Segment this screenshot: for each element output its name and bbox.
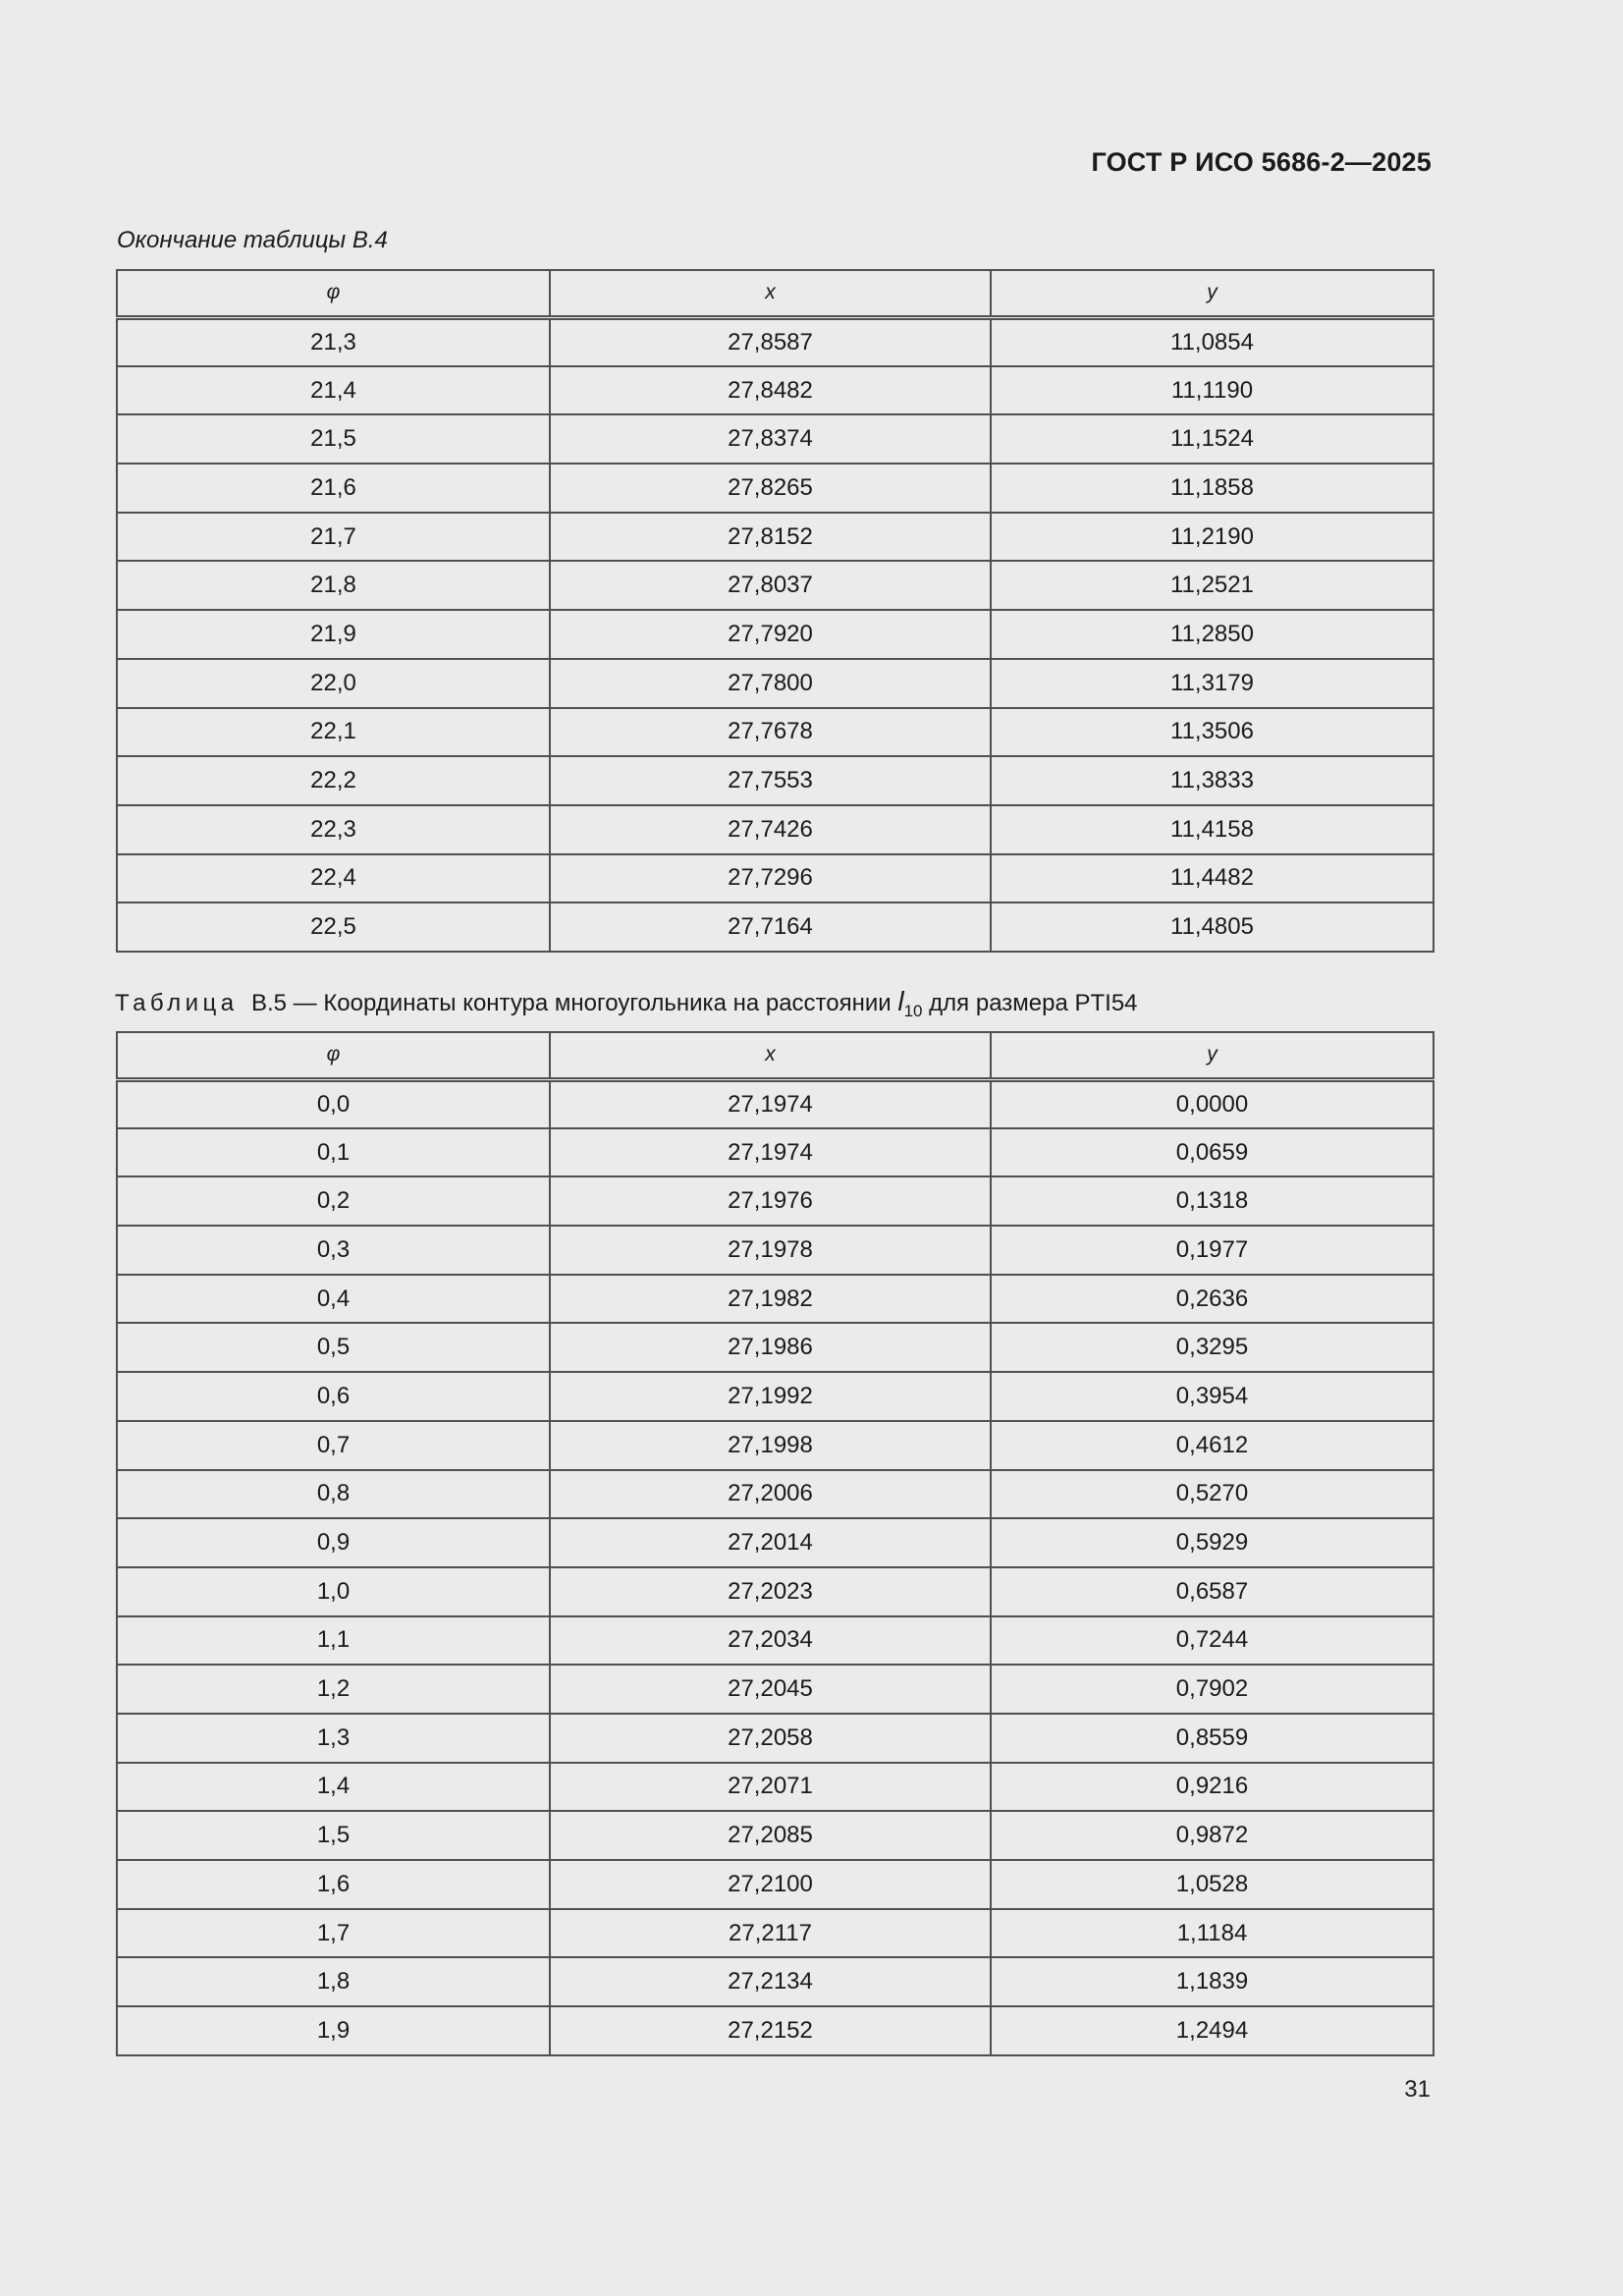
- table-b5-caption-text: — Координаты контура многоугольника на расстоянии: [286, 990, 898, 1016]
- column-header-y: y: [991, 1032, 1434, 1079]
- cell-y: 11,3833: [991, 756, 1434, 805]
- table-b5-caption-subscript: 10: [903, 1002, 923, 1020]
- cell-y: 0,5929: [991, 1518, 1434, 1567]
- cell-phi: 0,3: [117, 1226, 550, 1275]
- cell-y: 11,4482: [991, 854, 1434, 903]
- cell-y: 0,7244: [991, 1616, 1434, 1666]
- table-header-row: [117, 270, 1434, 317]
- cell-x: 27,8587: [550, 317, 991, 366]
- table-row: [117, 1860, 1434, 1909]
- table-header-row: [117, 1032, 1434, 1079]
- cell-x: 27,7553: [550, 756, 991, 805]
- cell-phi: 0,9: [117, 1518, 550, 1567]
- cell-x: 27,7296: [550, 854, 991, 903]
- page-number: 31: [1404, 2076, 1431, 2103]
- cell-x: 27,2034: [550, 1616, 991, 1666]
- cell-y: 0,5270: [991, 1470, 1434, 1519]
- cell-phi: 1,4: [117, 1763, 550, 1812]
- table-row: [117, 561, 1434, 610]
- table-row: [117, 366, 1434, 415]
- table-row: [117, 1957, 1434, 2006]
- cell-y: 11,2190: [991, 513, 1434, 562]
- table-row: [117, 2006, 1434, 2055]
- cell-phi: 1,6: [117, 1860, 550, 1909]
- table-b5-caption-tail: для размера PTI54: [922, 990, 1138, 1016]
- table-row: [117, 1372, 1434, 1421]
- cell-x: 27,1986: [550, 1323, 991, 1372]
- cell-y: 0,2636: [991, 1275, 1434, 1324]
- document-code-header: ГОСТ Р ИСО 5686-2—2025: [1091, 147, 1432, 177]
- cell-phi: 1,5: [117, 1811, 550, 1860]
- cell-phi: 22,3: [117, 805, 550, 854]
- cell-phi: 21,7: [117, 513, 550, 562]
- table-b4-continuation-caption: Окончание таблицы В.4: [117, 227, 388, 253]
- table-row: [117, 1909, 1434, 1958]
- cell-y: 0,0000: [991, 1079, 1434, 1128]
- cell-phi: 22,2: [117, 756, 550, 805]
- table-row: [117, 414, 1434, 464]
- cell-y: 11,3179: [991, 659, 1434, 708]
- cell-y: 0,3954: [991, 1372, 1434, 1421]
- cell-phi: 22,5: [117, 902, 550, 952]
- cell-phi: 1,2: [117, 1665, 550, 1714]
- cell-phi: 21,3: [117, 317, 550, 366]
- table-row: [117, 1567, 1434, 1616]
- cell-y: 0,3295: [991, 1323, 1434, 1372]
- cell-y: 0,6587: [991, 1567, 1434, 1616]
- column-header-y: y: [991, 270, 1434, 317]
- table-row: [117, 1665, 1434, 1714]
- cell-y: 0,4612: [991, 1421, 1434, 1470]
- cell-x: 27,2134: [550, 1957, 991, 2006]
- table-b5-caption: [115, 986, 1138, 1021]
- cell-y: 11,4158: [991, 805, 1434, 854]
- cell-phi: 1,9: [117, 2006, 550, 2055]
- cell-phi: 0,1: [117, 1128, 550, 1177]
- cell-x: 27,1976: [550, 1176, 991, 1226]
- table-row: [117, 1616, 1434, 1666]
- table-row: [117, 1421, 1434, 1470]
- cell-phi: 22,1: [117, 708, 550, 757]
- table-row: [117, 464, 1434, 513]
- table-row: [117, 805, 1434, 854]
- cell-x: 27,2100: [550, 1860, 991, 1909]
- table-row: [117, 1079, 1434, 1128]
- cell-phi: 1,0: [117, 1567, 550, 1616]
- cell-x: 27,1982: [550, 1275, 991, 1324]
- cell-phi: 22,0: [117, 659, 550, 708]
- table-row: [117, 610, 1434, 659]
- table-row: [117, 708, 1434, 757]
- cell-x: 27,8037: [550, 561, 991, 610]
- cell-phi: 0,7: [117, 1421, 550, 1470]
- cell-x: 27,1992: [550, 1372, 991, 1421]
- cell-phi: 0,5: [117, 1323, 550, 1372]
- table-row: [117, 1323, 1434, 1372]
- table-row: [117, 513, 1434, 562]
- cell-phi: 0,6: [117, 1372, 550, 1421]
- table-b5-caption-variable: l: [897, 986, 904, 1016]
- cell-x: 27,2071: [550, 1763, 991, 1812]
- table-row: [117, 1811, 1434, 1860]
- table-b5-body: [117, 1079, 1434, 2055]
- column-header-x: x: [550, 1032, 991, 1079]
- cell-phi: 0,0: [117, 1079, 550, 1128]
- cell-x: 27,2152: [550, 2006, 991, 2055]
- table-row: [117, 659, 1434, 708]
- cell-phi: 1,7: [117, 1909, 550, 1958]
- cell-y: 11,4805: [991, 902, 1434, 952]
- column-header-phi: φ: [117, 1032, 550, 1079]
- cell-phi: 1,8: [117, 1957, 550, 2006]
- cell-x: 27,1998: [550, 1421, 991, 1470]
- cell-y: 0,9216: [991, 1763, 1434, 1812]
- cell-y: 0,9872: [991, 1811, 1434, 1860]
- cell-phi: 0,2: [117, 1176, 550, 1226]
- table-row: [117, 1226, 1434, 1275]
- cell-x: 27,2085: [550, 1811, 991, 1860]
- cell-y: 0,7902: [991, 1665, 1434, 1714]
- cell-x: 27,2058: [550, 1714, 991, 1763]
- cell-x: 27,2117: [550, 1909, 991, 1958]
- cell-phi: 21,4: [117, 366, 550, 415]
- column-header-x: x: [550, 270, 991, 317]
- cell-y: 11,2521: [991, 561, 1434, 610]
- cell-phi: 21,6: [117, 464, 550, 513]
- cell-y: 11,0854: [991, 317, 1434, 366]
- cell-y: 1,1184: [991, 1909, 1434, 1958]
- cell-x: 27,8152: [550, 513, 991, 562]
- cell-y: 0,1318: [991, 1176, 1434, 1226]
- table-row: [117, 1714, 1434, 1763]
- cell-x: 27,2045: [550, 1665, 991, 1714]
- table-row: [117, 1275, 1434, 1324]
- cell-y: 11,1858: [991, 464, 1434, 513]
- cell-phi: 1,1: [117, 1616, 550, 1666]
- cell-y: 11,1524: [991, 414, 1434, 464]
- cell-x: 27,8374: [550, 414, 991, 464]
- cell-phi: 21,5: [117, 414, 550, 464]
- table-b4-body: [117, 317, 1434, 952]
- table-row: [117, 756, 1434, 805]
- cell-x: 27,1978: [550, 1226, 991, 1275]
- cell-x: 27,2014: [550, 1518, 991, 1567]
- cell-x: 27,7426: [550, 805, 991, 854]
- cell-phi: 0,4: [117, 1275, 550, 1324]
- cell-y: 0,0659: [991, 1128, 1434, 1177]
- table-row: [117, 1128, 1434, 1177]
- cell-x: 27,1974: [550, 1079, 991, 1128]
- cell-x: 27,8482: [550, 366, 991, 415]
- table-b5-caption-number: В.5: [250, 990, 287, 1016]
- cell-x: 27,7164: [550, 902, 991, 952]
- cell-x: 27,7678: [550, 708, 991, 757]
- cell-phi: 21,9: [117, 610, 550, 659]
- table-row: [117, 1518, 1434, 1567]
- cell-x: 27,8265: [550, 464, 991, 513]
- cell-x: 27,1974: [550, 1128, 991, 1177]
- table-b5-caption-word: Таблица: [115, 990, 239, 1016]
- table-row: [117, 1176, 1434, 1226]
- cell-y: 1,1839: [991, 1957, 1434, 2006]
- cell-x: 27,2023: [550, 1567, 991, 1616]
- table-b4-header: [117, 270, 1434, 317]
- cell-phi: 21,8: [117, 561, 550, 610]
- cell-y: 0,8559: [991, 1714, 1434, 1763]
- table-b4: [116, 269, 1434, 953]
- table-b5-header: [117, 1032, 1434, 1079]
- cell-y: 1,0528: [991, 1860, 1434, 1909]
- table-row: [117, 902, 1434, 952]
- cell-y: 0,1977: [991, 1226, 1434, 1275]
- table-row: [117, 854, 1434, 903]
- column-header-phi: φ: [117, 270, 550, 317]
- cell-x: 27,7920: [550, 610, 991, 659]
- cell-phi: 0,8: [117, 1470, 550, 1519]
- table-b5: [116, 1031, 1434, 2056]
- cell-x: 27,7800: [550, 659, 991, 708]
- table-row: [117, 1470, 1434, 1519]
- table-row: [117, 317, 1434, 366]
- cell-x: 27,2006: [550, 1470, 991, 1519]
- cell-y: 11,3506: [991, 708, 1434, 757]
- cell-y: 11,2850: [991, 610, 1434, 659]
- cell-phi: 1,3: [117, 1714, 550, 1763]
- cell-y: 11,1190: [991, 366, 1434, 415]
- cell-y: 1,2494: [991, 2006, 1434, 2055]
- cell-phi: 22,4: [117, 854, 550, 903]
- table-row: [117, 1763, 1434, 1812]
